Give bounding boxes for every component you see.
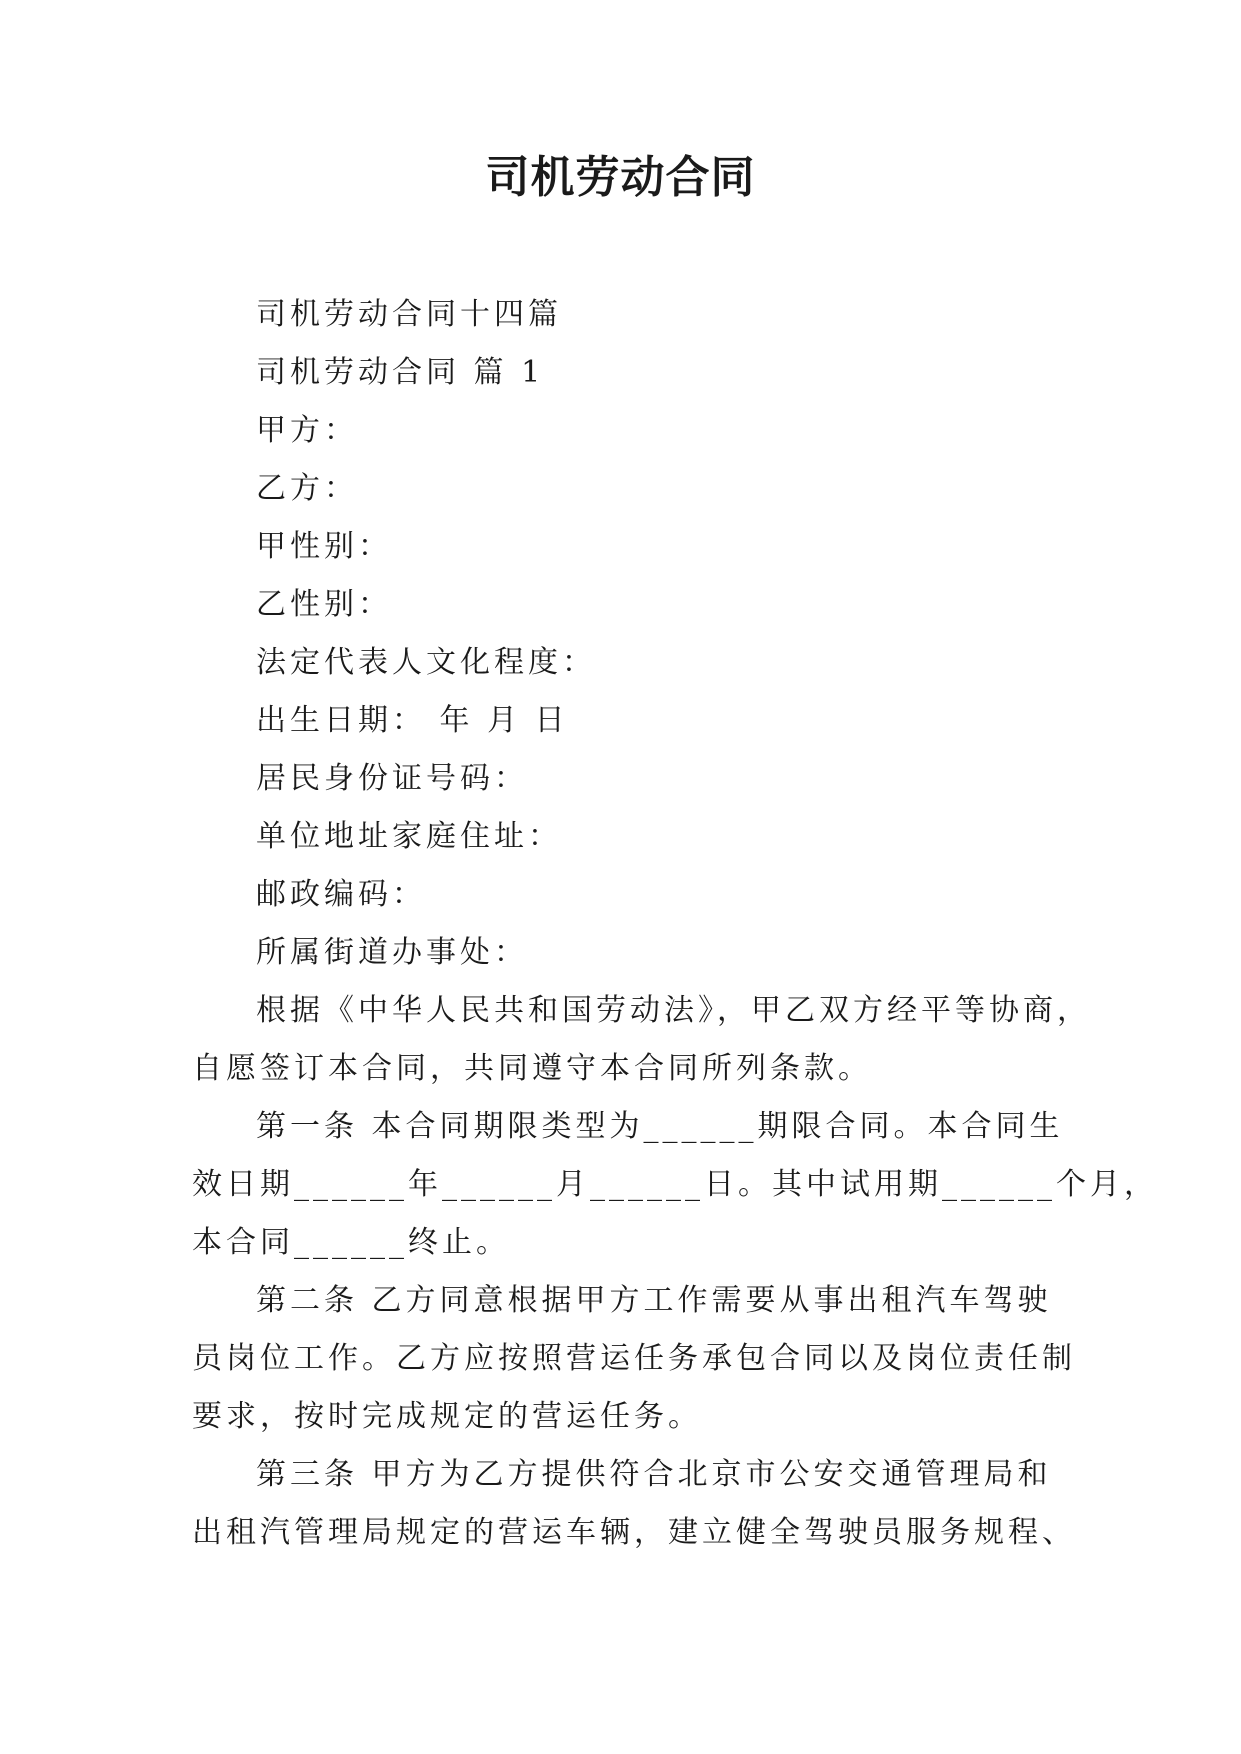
- paragraph-line: 甲方：: [256, 413, 358, 448]
- document-title: 司机劳动合同: [485, 152, 756, 203]
- paragraph-line: 司机劳动合同十四篇: [256, 297, 562, 332]
- paragraph-line: 乙性别：: [256, 587, 392, 622]
- article-2-line: 第二条 乙方同意根据甲方工作需要从事出租汽车驾驶: [256, 1283, 1052, 1318]
- paragraph-line: 出生日期： 年 月 日: [256, 703, 569, 738]
- paragraph-line: 邮政编码：: [256, 877, 426, 912]
- paragraph-line: 根据《中华人民共和国劳动法》，甲乙双方经平等协商，: [256, 993, 1091, 1028]
- paragraph-line: 居民身份证号码：: [256, 761, 528, 796]
- paragraph-line: 自愿签订本合同，共同遵守本合同所列条款。: [192, 1051, 872, 1086]
- paragraph-line: 所属街道办事处：: [256, 935, 528, 970]
- article-1-line: 效日期______年______月______日。其中试用期______个月，: [192, 1167, 1158, 1202]
- article-3-line: 出租汽管理局规定的营运车辆，建立健全驾驶员服务规程、: [192, 1515, 1076, 1550]
- paragraph-line: 法定代表人文化程度：: [256, 645, 596, 680]
- document-body: [192, 286, 1158, 1562]
- article-2-line: 要求，按时完成规定的营运任务。: [192, 1399, 702, 1434]
- article-2-line: 员岗位工作。乙方应按照营运任务承包合同以及岗位责任制: [192, 1341, 1076, 1376]
- article-3-line: 第三条 甲方为乙方提供符合北京市公安交通管理局和: [256, 1457, 1052, 1492]
- paragraph-line: 甲性别：: [256, 529, 392, 564]
- article-1-line: 本合同______终止。: [192, 1225, 510, 1260]
- article-1-line: 第一条 本合同期限类型为______期限合同。本合同生: [256, 1109, 1064, 1144]
- paragraph-line: 乙方：: [256, 471, 358, 506]
- paragraph-line: 单位地址家庭住址：: [256, 819, 562, 854]
- paragraph-line: 司机劳动合同 篇 1: [256, 355, 545, 390]
